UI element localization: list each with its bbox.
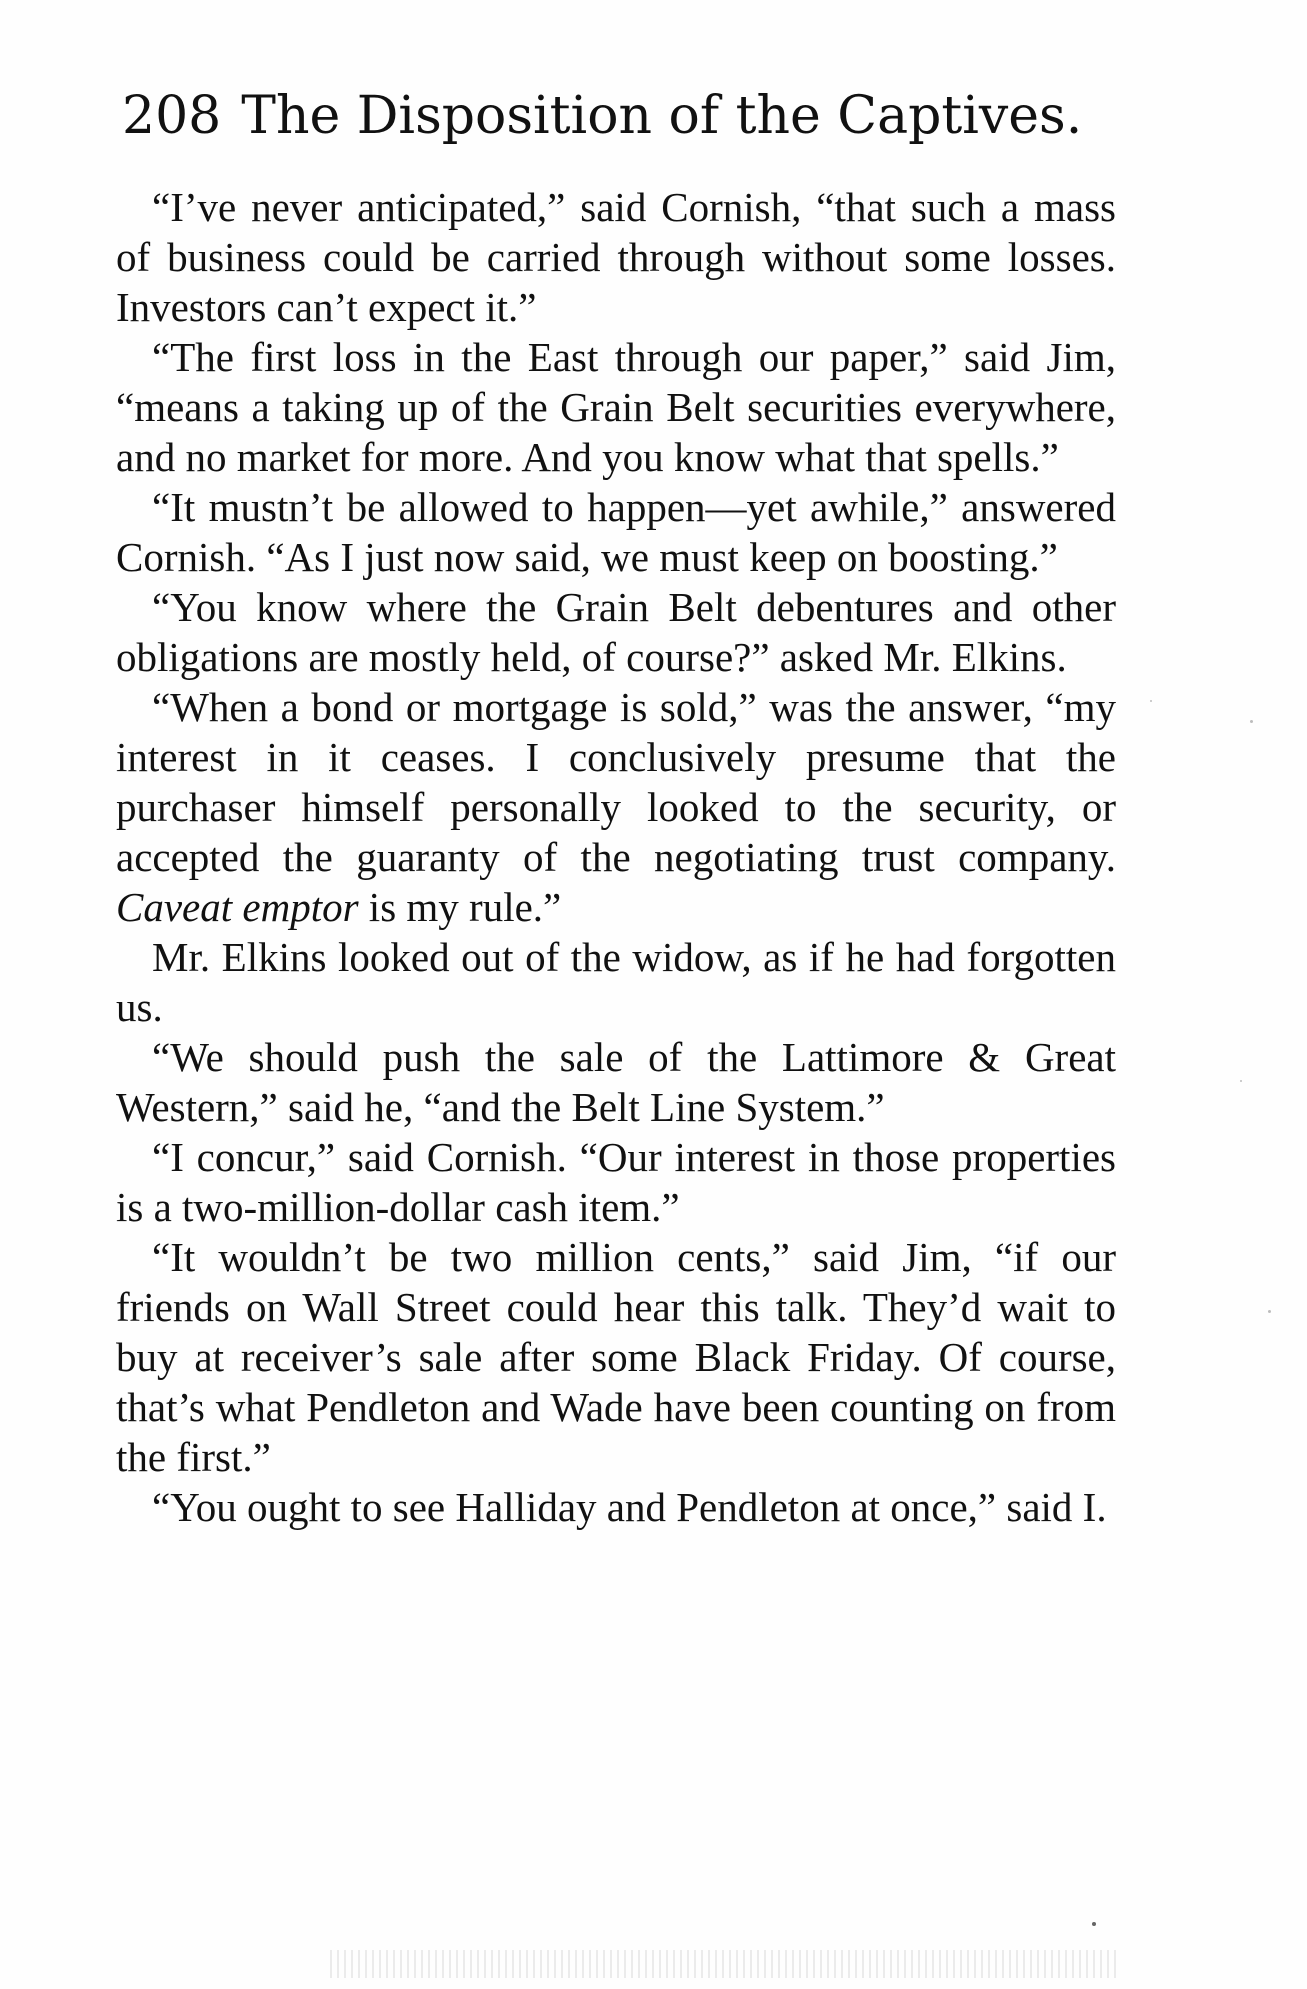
scan-speck bbox=[1240, 1080, 1242, 1082]
paragraph: “You know where the Grain Belt debentures and other obligations are mostly held, of course?” asked Mr. Elkins. bbox=[116, 584, 1116, 680]
paragraph: “It mustn’t be allowed to happen—yet awhile,” answered Cornish. “As I just now said, we must keep on boosting.” bbox=[116, 484, 1116, 580]
paragraph-text: is my rule.” bbox=[368, 884, 562, 930]
scan-speck bbox=[1250, 720, 1253, 723]
paragraph: “I’ve never anticipated,” said Cornish, “that such a mass of business could be carried through without some losses. Investors can’t expect it.” bbox=[116, 184, 1116, 330]
paragraph-text: “When a bond or mortgage is sold,” was the answer, “my interest in it ceases. I conclusively presume that the purchaser himself personally looked to the security, or accepted the guaranty of the negotiating trust company. bbox=[116, 684, 1116, 880]
scan-speck bbox=[1092, 1922, 1096, 1926]
running-header bbox=[122, 84, 1122, 148]
scan-speck bbox=[1268, 1310, 1271, 1313]
paragraph bbox=[116, 682, 1116, 932]
page-number: 208 bbox=[122, 86, 222, 146]
paragraph: “You ought to see Halliday and Pendleton at once,” said I. bbox=[152, 1484, 1107, 1530]
italic-phrase: Caveat emptor bbox=[116, 884, 359, 930]
paragraph: “We should push the sale of the Lattimore & Great Western,” said he, “and the Belt Line System.” bbox=[116, 1034, 1116, 1130]
scan-speck bbox=[1150, 700, 1152, 702]
running-title: The Disposition of the Captives. bbox=[241, 86, 1083, 146]
paragraph: “The first loss in the East through our paper,” said Jim, “means a taking up of the Grain Belt securities everywhere, and no market for more. And you know what that spells.” bbox=[116, 334, 1116, 480]
paragraph: “It wouldn’t be two million cents,” said Jim, “if our friends on Wall Street could hear this talk. They’d wait to buy at receiver’s sale after some Black Friday. Of course, that’s what Pendleton and Wade have been counting on from the first.” bbox=[116, 1234, 1116, 1480]
paragraph: “I concur,” said Cornish. “Our interest in those properties is a two-million-dollar cash item.” bbox=[116, 1134, 1116, 1230]
paragraph: Mr. Elkins looked out of the widow, as if he had forgotten us. bbox=[116, 934, 1116, 1030]
body-text bbox=[116, 182, 1116, 1532]
scan-noise bbox=[330, 1950, 1120, 1978]
